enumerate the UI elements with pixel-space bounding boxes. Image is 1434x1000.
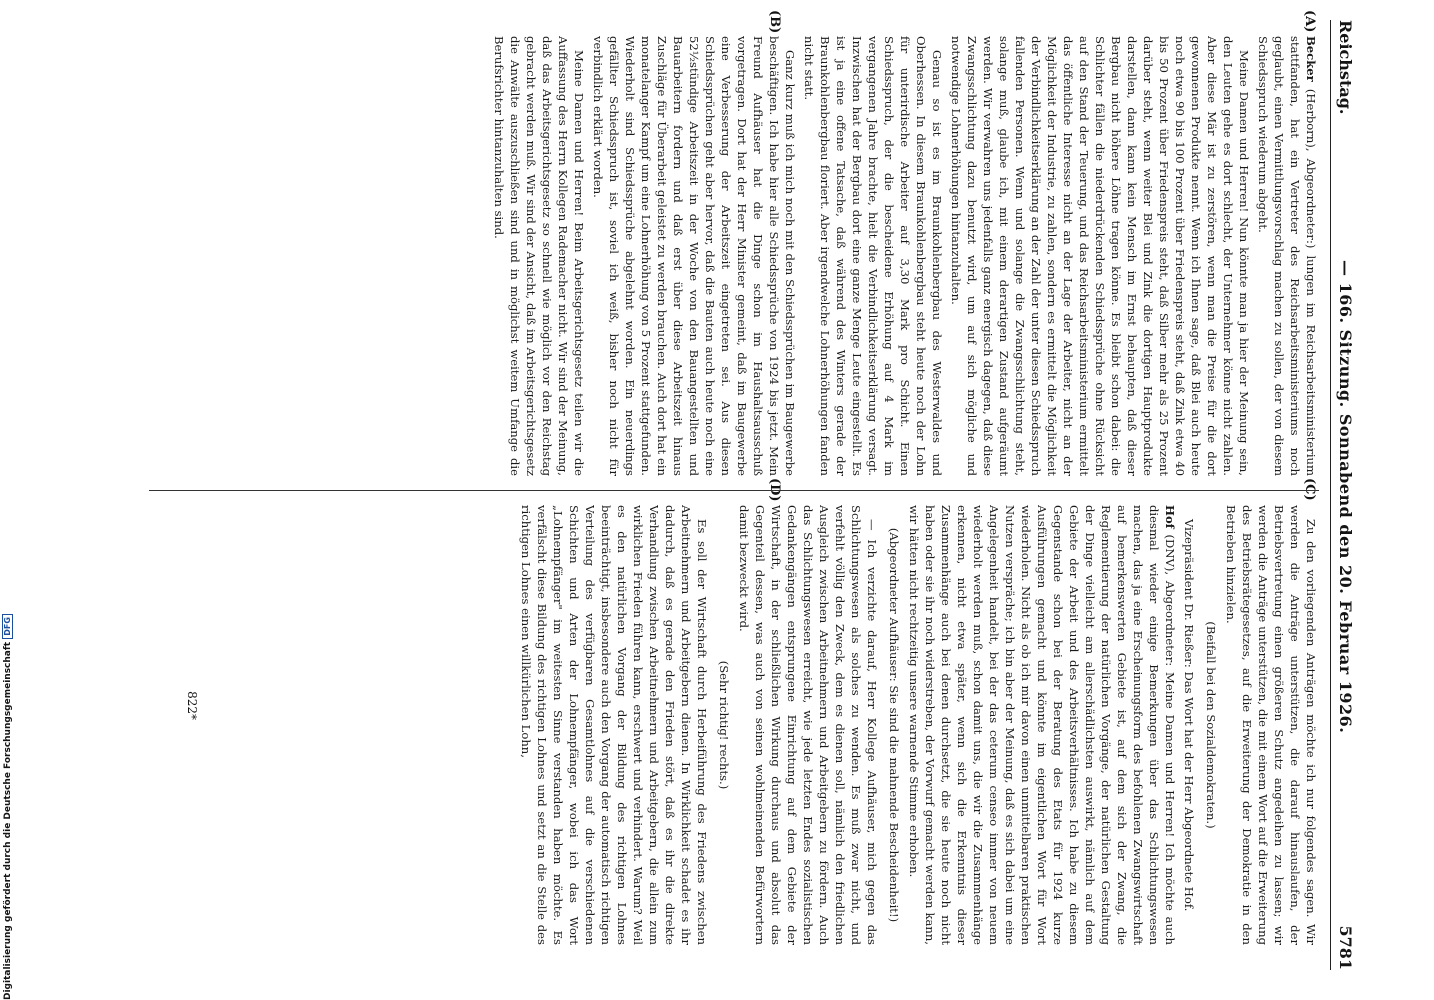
- paragraph-text: Meine Damen und Herren! Beim Arbeitsgerichtsgesetz teilen wir die Auffassung des Herrn Kollegen Rademacher nicht. Wir sind der Meinung, daß das Arbeitsgerichtsgesetz so schnell wie möglich vor den Reichstag gebracht werden muß. Wir sind der Ansicht, daß im Arbeitsgerichtsgesetz die Anwälte auszuschließen sind und in möglichst weitem Umfange die Berufsrichter hintanzuhalten sind.: [492, 36, 586, 476]
- left-paragraph: [491, 36, 587, 476]
- digitization-text: Digitalisierung gefördert durch die Deutsche Forschungsgemeinschaft: [3, 641, 13, 1000]
- right-paragraph: [1181, 505, 1197, 945]
- margin-marker-a: (A): [1302, 10, 1317, 33]
- right-interjection: [716, 505, 732, 945]
- margin-marker-b: (B): [767, 10, 782, 34]
- paragraph-text: (Sehr richtig! rechts.): [717, 660, 731, 790]
- margin-marker-c: (C): [1302, 478, 1317, 501]
- paragraph-text: (Beifall bei den Sozialdemokraten.): [1204, 621, 1218, 829]
- paragraph-text: Ganz kurz muß ich mich noch mit den Schiedssprüchen im Baugewerbe beschäftigen. Ich habe hier alle Schiedssprüche von 1924 bis jetzt. Mein Freund Aufhäuser hat die Dinge schon im Haushaltsausschuß vorgetragen. Dort hat der Herr Minister gemeint, daß im Baugewerbe eine Verbesserung der Arbeitszeit eingetreten sei. Aus diesen Schiedssprüchen geht aber hervor, daß die Bauten auch heute noch eine 52½stündige Arbeitszeit in der Woche von den Bauangestellten und Bauarbeitern fordern und daß erst über diese Arbeitszeit hinaus Zuschläge für Überarbeit geleistet zu werden brauchen. Auch dort hat ein monatelanger Kampf um eine Lohnerhöhung von 5 Prozent stattgefunden. Wiederholt sind Schiedssprüche abgelehnt worden. Ein neuerdings gefällter Schiedsspruch ist, soviel ich weiß, bisher noch nicht für verbindlich erklärt worden.: [591, 36, 797, 476]
- left-paragraph: [1255, 36, 1319, 476]
- rotated-document-page: [114, 0, 1367, 1000]
- right-interjection: [886, 505, 902, 945]
- speaker-name: Becker: [1304, 36, 1318, 82]
- left-paragraph: [590, 36, 798, 476]
- paragraph-text: (Herborn), Abgeordneter:) lungen im Reichsarbeitsministerium stattfanden, hat ein Vertreter des Reichsarbeitsministeriums noch geglaubt, einen Vermittlungsvorschlag machen zu sollen, der von diesem Schiedsspruch wiederum abgeht.: [1256, 36, 1318, 476]
- header-rule: [1330, 20, 1331, 970]
- digitization-note: [0, 0, 16, 1000]
- margin-marker-d: (D): [767, 478, 782, 502]
- paragraph-text: Vizepräsident Dr. Rießer: Das Wort hat der Herr Abgeordnete Hof.: [1182, 519, 1196, 912]
- page-number: 5781: [1336, 925, 1355, 970]
- paragraph-text: Zu den vorliegenden Anträgen möchte ich nur folgendes sagen. Wir werden die Anträge unterstützen, die darauf hinauslaufen, der Betriebsvertretung einen größeren Schutz angedeihen zu lassen; wir werden die Anträge unterstützen, die mit einem Wort auf die Erweiterung des Betriebsrätegesetzes, auf die Erweiterung der Demokratie in den Betrieben hinzielen.: [1224, 505, 1318, 945]
- right-paragraph: [518, 505, 710, 945]
- right-paragraph: [906, 505, 1178, 945]
- page-header: [1329, 0, 1355, 1000]
- right-paragraph: [1223, 505, 1319, 945]
- paragraph-text: (DNV), Abgeordneter: Meine Damen und Herren! Ich möchte auch diesmal wieder einige Bemerkungen über das Schlichtungswesen machen, das ja eine Erscheinungsform des befohlenen Zwangswirtschaft auf bemerkenswerten Gebiete ist, auf dem sich der Zwang, die Reglementierung der natürlichen Vorgänge, der natürlichen Gestaltung der Dinge vielleicht am allerschädlichsten auswirkt, nämlich auf dem Gebiete der Arbeit und des Arbeitsverhältnisses. Ich habe zu diesem Gegenstande schon bei der Beratung des Etats für 1924 kurze Ausführungen gemacht und könnte im eigentlichen Wort für Wort wiederholen. Nicht als ob ich mir davon einen unmittelbaren praktischen Nutzen verspräche; ich bin aber der Meinung, daß es sich dabei um eine Angelegenheit handelt, bei der das ceterum censeo immer von neuem wiederholt werden muß, schon damit uns, die wir die Zusammenhänge erkennen, nicht etwa später, wenn sich die Erkenntnis dieser Zusammenhänge auch bei denen durchsetzt, die sie heute noch nicht haben oder sie ihr noch widerstreben, der Vorwurf gemacht werden kann, wir hätten nicht rechtzeitig unsere warnende Stimme erhoben.: [907, 505, 1177, 945]
- left-paragraph: [948, 36, 1252, 476]
- right-interjection: [1203, 505, 1219, 945]
- paragraph-text: Meine Damen und Herren! Nun könnte man ja hier der Meinung sein, den Leuten gehe es dort schlecht, der Unternehmer könne nicht zahlen. Aber diese Mär ist zu zerstören, wenn man die Preise für die dort gewonnenen Produkte nennt. Wenn ich Ihnen sage, daß Blei auch heute noch etwa 90 bis 100 Prozent über Friedenspreis steht, daß Zink etwa 40 bis 50 Prozent über Friedenspreis steht, daß Silber mehr als 25 Prozent darüber steht, wenn weiter Blei und Zink die dortigen Hauptprodukte darstellen, dann kann kein Mensch im Ernst behaupten, daß dieser Bergbau nicht höhere Löhne tragen könne. Es bleibt schon dabei: die Schlichter fällen die niederdrückenden Schiedssprüche ohne Rücksicht auf den Stand der Teuerung, und das Reichsarbeitsministerium ermittelt das öffentliche Interesse nicht an der Lage der Arbeiter, nicht an der Möglichkeit der Industrie, zu zahlen, sondern es ermittelt die Möglichkeit der Verbindlichkeitserklärung an der Zahl der unter diesen Schiedsspruch fallenden Personen. Wenn und solange die Zwangsschlichtung steht, solange muß, glaube ich, mit einem derartigen Zustand aufgeräumt werden. Wir verwahren uns jedenfalls ganz energisch dagegen, daß diese Zwangsschlichtung dazu benutzt wird, um auf sich mögliche und notwendige Lohnerhöhungen hintanzuhalten.: [949, 36, 1251, 476]
- digitization-stamp: [2, 610, 13, 1000]
- column-divider: [149, 490, 1319, 491]
- paragraph-text: — Ich verzichte darauf, Herr Kollege Aufhäuser, mich gegen das Schlichtungswesen als solches zu wenden. Es muß zwar nicht, und verfehlt völlig den Zweck, dem es dienen soll, nämlich den friedlichen Ausgleich zwischen Arbeitnehmern und Arbeitgebern zu fördern. Auch das Schlichtungswesen erreicht, wie jede letzten Endes sozialistischen Gedankengängen entsprungene Einrichtung auf dem Gebiete der Wirtschaft, in der schließlichen Wirkung durchaus und absolut das Gegenteil dessen, was auch von seinen wohlmeinenden Befürwortern damit bezweckt wird.: [737, 505, 879, 945]
- right-paragraph: [736, 505, 880, 945]
- page-footer-mark: 822*: [185, 691, 199, 720]
- dfg-logo-icon: DFG: [2, 614, 13, 639]
- left-paragraph: [801, 36, 945, 476]
- paragraph-text: (Abgeordneter Aufhäuser: Sie sind die mahnende Bescheidenheit!): [887, 527, 901, 923]
- header-left: Reichstag.: [1336, 20, 1355, 115]
- paragraph-text: Es soll der Wirtschaft durch Herbeiführung des Friedens zwischen Arbeitnehmern und Arbeitgebern dienen. In Wirklichkeit schadet es ihr dadurch, daß es gerade den Frieden stört, daß es ihr die direkte Verhandlung zwischen Arbeitnehmern und Arbeitgebern, die allein zum wirklichen Frieden führen kann, erschwert und verhindert. Warum? Weil es den natürlichen Vorgang der Bildung des richtigen Lohnes beeinträchtigt, insbesondere auch den Vorgang der automatisch richtigen Verteilung des verfügbaren Gesamtlohnes auf die verschiedenen Schichten und Arten der Lohnempfänger, wobei ich das Wort „Lohnempfänger" im weitesten Sinne verstanden haben möchte. Es verfälscht diese Bildung des richtigen Lohnes und setzt an die Stelle des richtigen Lohnes einen willkürlichen Lohn,: [519, 505, 709, 945]
- right-text-column: [169, 505, 1319, 945]
- header-center: — 166. Sitzung. Sonnabend den 20. Februar 1926.: [1336, 260, 1355, 734]
- speaker-name: Hof: [1163, 505, 1177, 529]
- left-text-column: [169, 36, 1319, 476]
- paragraph-text: Genau so ist es im Braunkohlenbergbau des Westerwaldes und Oberhessen. In diesem Braunkohlenbergbau steht heute noch der Lohn für unterirdische Arbeiter auf 3,30 Mark pro Schicht. Einen Schiedsspruch, der die bescheidene Erhöhung auf 4 Mark im vergangenen Jahre brachte, hielt die Verbindlichkeitserklärung versagt. Inzwischen hat der Bergbau dort eine ganze Menge Leute eingestellt. Es ist ja eine offene Tatsache, daß während des Winters gerade der Braunkohlenbergbau floriert. Aber irgendwelche Lohnerhöhungen fanden nicht statt.: [802, 36, 944, 476]
